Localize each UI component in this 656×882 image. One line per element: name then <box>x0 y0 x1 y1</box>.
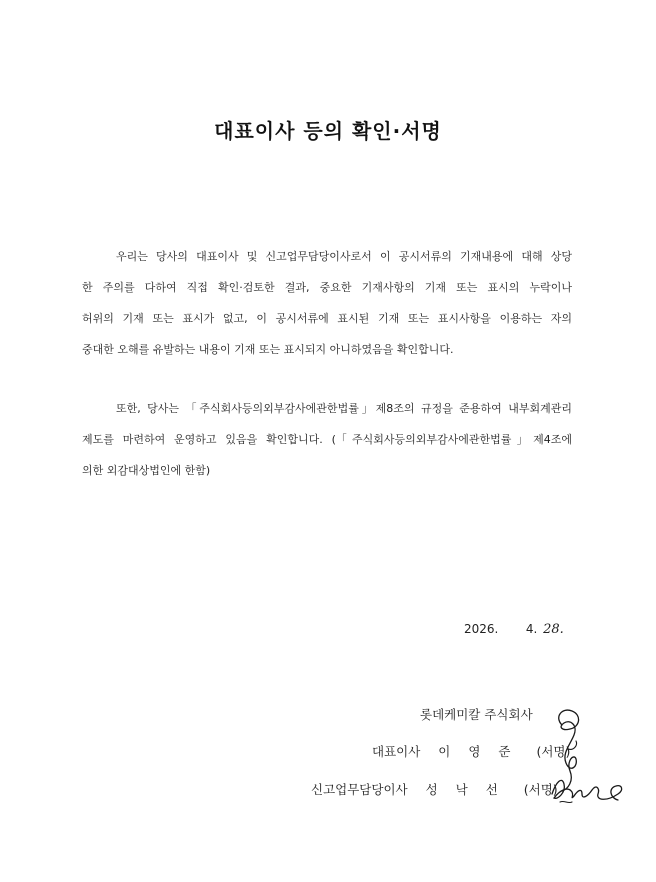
paragraph-line: 중대한 오해를 유발하는 내용이 기재 또는 표시되지 아니하였음을 확인합니다. <box>82 343 454 356</box>
signing-date <box>464 622 564 637</box>
ceo-name-char: 준 <box>498 744 511 759</box>
paragraph-line: 또한, 당사는 「주식회사등의외부감사에관한법률」제8조의 규정을 준용하여 내부회계관리 <box>116 402 572 415</box>
cfo-signature-label: (서명) <box>523 782 558 797</box>
cfo-name-char: 선 <box>485 782 498 797</box>
internal-control-paragraph <box>82 393 572 486</box>
date-day-handwritten: 28. <box>543 622 564 637</box>
paragraph-line: 우리는 당사의 대표이사 및 신고업무담당이사로서 이 공시서류의 기재내용에 대해 상당 <box>116 250 572 263</box>
document-title: 대표이사 등의 확인·서명 <box>214 119 442 143</box>
ceo-name-char: 이 <box>438 744 451 759</box>
date-year: 2026. <box>464 622 499 636</box>
confirmation-paragraph <box>82 241 572 365</box>
ceo-signature-label: (서명) <box>536 744 571 759</box>
cfo-role: 신고업무담당이사 <box>311 782 408 797</box>
ceo-name-char: 영 <box>468 744 481 759</box>
paragraph-line: 허위의 기재 또는 표시가 없고, 이 공시서류에 표시된 기재 또는 표시사항을 이용하는 자의 <box>82 312 572 325</box>
cfo-name-char: 낙 <box>455 782 468 797</box>
paragraph-line: 제도를 마련하여 운영하고 있음을 확인합니다. (「주식회사등의외부감사에관한법률」제4조에 <box>82 433 572 446</box>
paragraph-line: 의한 외감대상법인에 한함) <box>82 464 211 477</box>
cfo-name-char: 성 <box>425 782 438 797</box>
date-month: 4. <box>525 622 538 636</box>
paragraph-line: 한 주의를 다하여 직접 확인·검토한 결과, 중요한 기재사항의 기재 또는 표시의 누락이나 <box>82 281 572 294</box>
ceo-role: 대표이사 <box>372 744 421 759</box>
company-name: 롯데케미칼 주식회사 <box>420 707 533 722</box>
ceo-signature-line <box>372 742 570 760</box>
cfo-handwritten-signature <box>548 770 626 808</box>
cfo-signature-line <box>311 780 558 798</box>
